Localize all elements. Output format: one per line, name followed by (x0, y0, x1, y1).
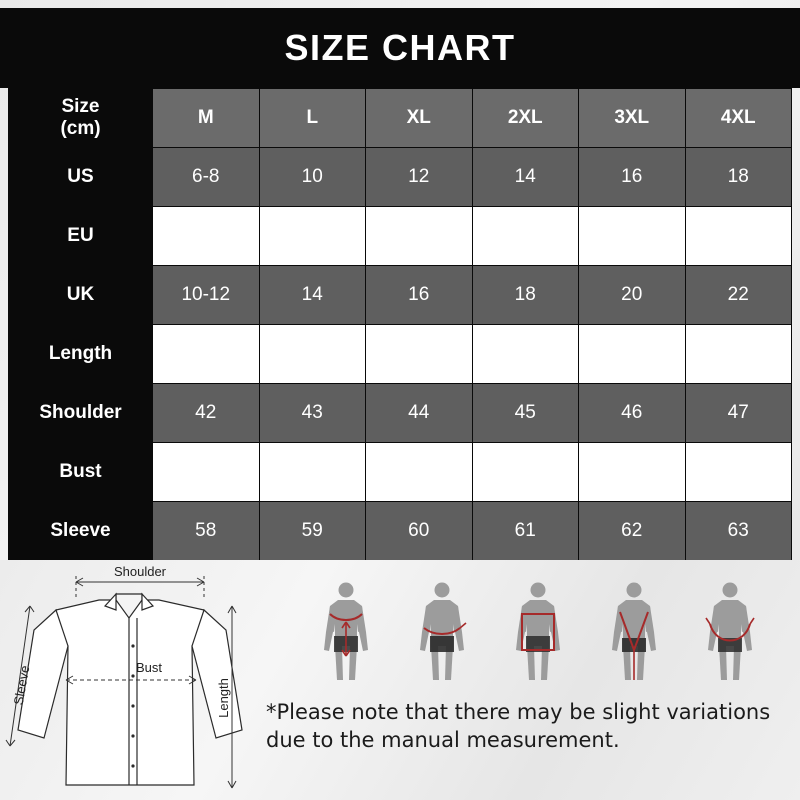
table-row (9, 266, 792, 325)
cell-length-4xl: 76 (685, 325, 792, 384)
column-header-l: L (259, 89, 366, 148)
table-row (9, 325, 792, 384)
cell-bust-2xl: 108 (472, 443, 579, 502)
corner-label-line-1: Size (61, 96, 100, 118)
cell-sleeve-m: 58 (153, 502, 260, 561)
cell-bust-l: 100 (259, 443, 366, 502)
cell-sleeve-l: 59 (259, 502, 366, 561)
figure-waist (420, 583, 466, 681)
cell-length-xl: 70 (366, 325, 473, 384)
table-row (9, 148, 792, 207)
column-header-3xl: 3XL (579, 89, 686, 148)
cell-shoulder-4xl: 47 (685, 384, 792, 443)
note-line-1: *Please note that there may be slight variations (266, 700, 771, 724)
column-header-2xl: 2XL (472, 89, 579, 148)
cell-sleeve-xl: 60 (366, 502, 473, 561)
length-dimension-label: Length (216, 678, 231, 718)
cell-us-l: 10 (259, 148, 366, 207)
cell-bust-m: 96 (153, 443, 260, 502)
cell-us-3xl: 16 (579, 148, 686, 207)
cell-length-m: 66 (153, 325, 260, 384)
body-measurement-figures (310, 578, 780, 688)
row-label-eu: EU (9, 207, 153, 266)
cell-shoulder-m: 42 (153, 384, 260, 443)
title-bar (0, 8, 800, 88)
table-corner-label (9, 89, 153, 148)
column-header-xl: XL (366, 89, 473, 148)
figure-shoulder (706, 583, 754, 681)
row-label-uk: UK (9, 266, 153, 325)
table-row (9, 384, 792, 443)
cell-length-3xl: 74 (579, 325, 686, 384)
measurement-note (266, 698, 776, 755)
cell-uk-2xl: 18 (472, 266, 579, 325)
row-label-length: Length (9, 325, 153, 384)
cell-eu-l: 42 (259, 207, 366, 266)
table-row (9, 502, 792, 561)
table-header-row (9, 89, 792, 148)
cell-eu-2xl: 46 (472, 207, 579, 266)
column-header-4xl: 4XL (685, 89, 792, 148)
cell-length-2xl: 72 (472, 325, 579, 384)
figure-bust (516, 583, 560, 681)
cell-uk-l: 14 (259, 266, 366, 325)
figure-hip (612, 583, 656, 681)
cell-uk-m: 10-12 (153, 266, 260, 325)
cell-sleeve-2xl: 61 (472, 502, 579, 561)
cell-uk-xl: 16 (366, 266, 473, 325)
size-chart-table (8, 88, 792, 561)
cell-uk-4xl: 22 (685, 266, 792, 325)
cell-eu-m: 38-40 (153, 207, 260, 266)
cell-shoulder-2xl: 45 (472, 384, 579, 443)
cell-us-2xl: 14 (472, 148, 579, 207)
table-row (9, 207, 792, 266)
sleeve-dimension-label: Sleeve (10, 664, 33, 707)
row-label-us: US (9, 148, 153, 207)
cell-bust-4xl: 116 (685, 443, 792, 502)
figure-chest (324, 583, 368, 681)
shoulder-dimension-label: Shoulder (113, 564, 167, 579)
figures-svg (310, 578, 780, 688)
bust-dimension-label: Bust (135, 660, 163, 675)
cell-shoulder-3xl: 46 (579, 384, 686, 443)
illustration-band (0, 560, 800, 800)
table-row (9, 443, 792, 502)
cell-us-m: 6-8 (153, 148, 260, 207)
shirt-diagram-svg (4, 560, 254, 800)
row-label-bust: Bust (9, 443, 153, 502)
row-label-sleeve: Sleeve (9, 502, 153, 561)
note-line-2: due to the manual measurement. (266, 728, 620, 753)
cell-sleeve-3xl: 62 (579, 502, 686, 561)
cell-bust-xl: 104 (366, 443, 473, 502)
cell-eu-4xl: 50 (685, 207, 792, 266)
row-label-shoulder: Shoulder (9, 384, 153, 443)
cell-length-l: 68 (259, 325, 366, 384)
cell-shoulder-xl: 44 (366, 384, 473, 443)
cell-us-xl: 12 (366, 148, 473, 207)
column-header-m: M (153, 89, 260, 148)
cell-bust-3xl: 112 (579, 443, 686, 502)
cell-sleeve-4xl: 63 (685, 502, 792, 561)
cell-shoulder-l: 43 (259, 384, 366, 443)
corner-label-line-2: (cm) (60, 118, 101, 139)
shirt-diagram (4, 560, 254, 800)
cell-eu-xl: 44 (366, 207, 473, 266)
cell-us-4xl: 18 (685, 148, 792, 207)
cell-eu-3xl: 48 (579, 207, 686, 266)
page-title: SIZE CHART (284, 27, 516, 68)
cell-uk-3xl: 20 (579, 266, 686, 325)
